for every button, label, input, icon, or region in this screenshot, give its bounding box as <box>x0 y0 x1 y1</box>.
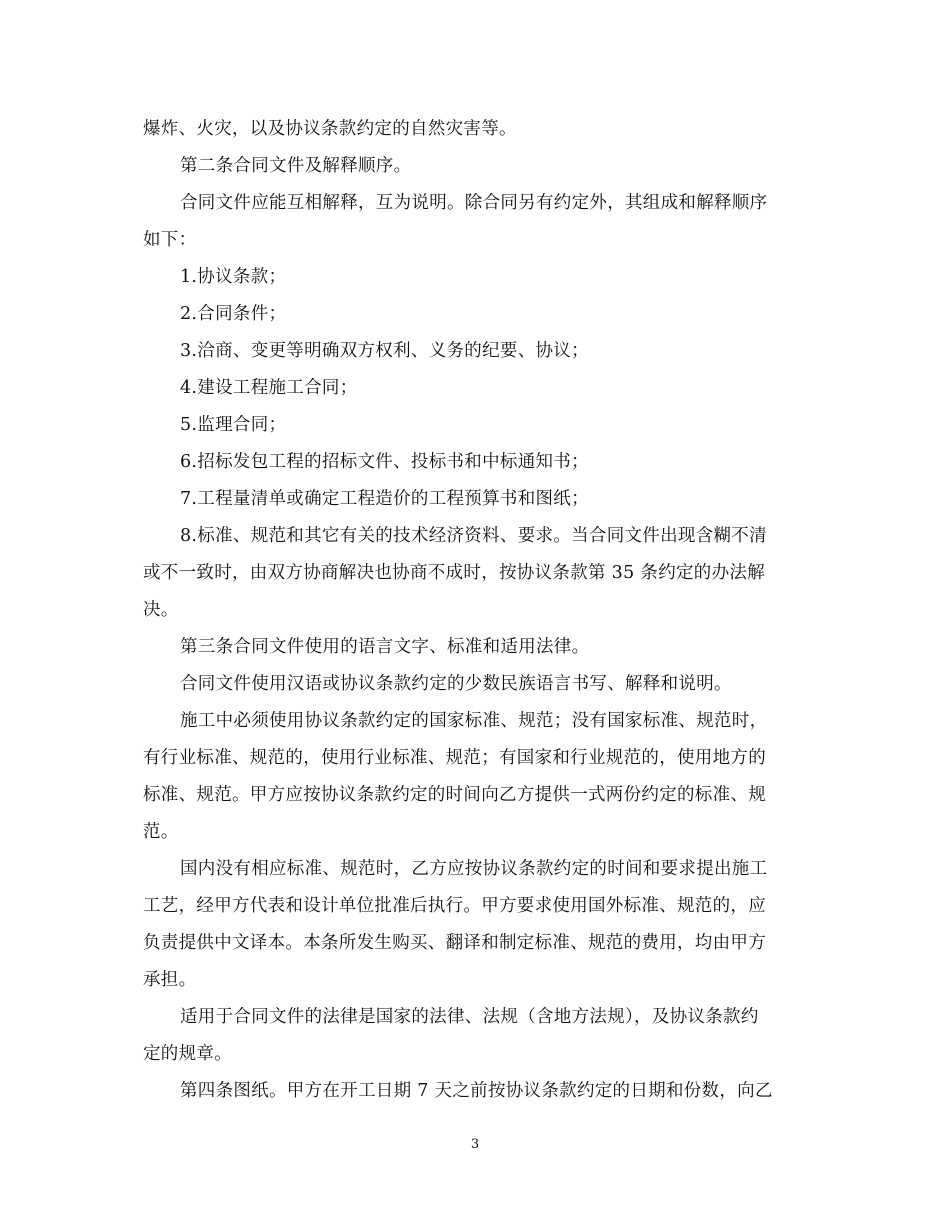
section-heading: 第三条合同文件使用的语言文字、标准和适用法律。 <box>180 637 590 657</box>
paragraph-line: 标准、规范。甲方应按协议条款约定的时间向乙方提供一式两份约定的标准、规 <box>143 785 766 805</box>
list-item: 2.合同条件； <box>180 304 287 324</box>
paragraph-line: 如下： <box>143 230 197 250</box>
paragraph-line: 承担。 <box>143 970 197 990</box>
list-item: 7.工程量清单或确定工程造价的工程预算书和图纸； <box>180 489 589 509</box>
paragraph-line: 或不一致时，由双方协商解决也协商不成时，按协议条款第 35 条约定的办法解 <box>143 563 765 583</box>
page-number: 3 <box>470 1137 480 1152</box>
paragraph-line: 有行业标准、规范的，使用行业标准、规范；有国家和行业规范的，使用地方的 <box>143 748 766 768</box>
paragraph-line: 决。 <box>143 600 179 620</box>
paragraph-line: 工艺，经甲方代表和设计单位批准后执行。甲方要求使用国外标准、规范的，应 <box>143 896 766 916</box>
list-item: 8.标准、规范和其它有关的技术经济资料、要求。当合同文件出现含糊不清 <box>180 526 767 546</box>
paragraph-line: 范。 <box>143 822 179 842</box>
paragraph-line: 合同文件使用汉语或协议条款约定的少数民族语言书写、解释和说明。 <box>180 674 732 694</box>
list-item: 4.建设工程施工合同； <box>180 378 358 398</box>
paragraph-line: 爆炸、火灾，以及协议条款约定的自然灾害等。 <box>143 119 517 139</box>
list-item: 1.协议条款； <box>180 267 287 287</box>
paragraph-line: 国内没有相应标准、规范时，乙方应按协议条款约定的时间和要求提出施工 <box>180 859 768 879</box>
list-item: 6.招标发包工程的招标文件、投标书和中标通知书； <box>180 452 589 472</box>
section-heading: 第二条合同文件及解释顺序。 <box>180 156 412 176</box>
paragraph-line: 合同文件应能互相解释，互为说明。除合同另有约定外，其组成和解释顺序 <box>180 193 768 213</box>
paragraph-line: 负责提供中文译本。本条所发生购买、翻译和制定标准、规范的费用，均由甲方 <box>143 933 766 953</box>
paragraph-line: 适用于合同文件的法律是国家的法律、法规（含地方法规），及协议条款约 <box>180 1007 759 1027</box>
list-item: 5.监理合同； <box>180 415 287 435</box>
paragraph-line: 施工中必须使用协议条款约定的国家标准、规范；没有国家标准、规范时， <box>180 711 768 731</box>
paragraph-line: 定的规章。 <box>143 1044 232 1064</box>
section-heading: 第四条图纸。甲方在开工日期 7 天之前按协议条款约定的日期和份数，向乙 <box>180 1081 773 1101</box>
list-item: 3.洽商、变更等明确双方权利、义务的纪要、协议； <box>180 341 589 361</box>
